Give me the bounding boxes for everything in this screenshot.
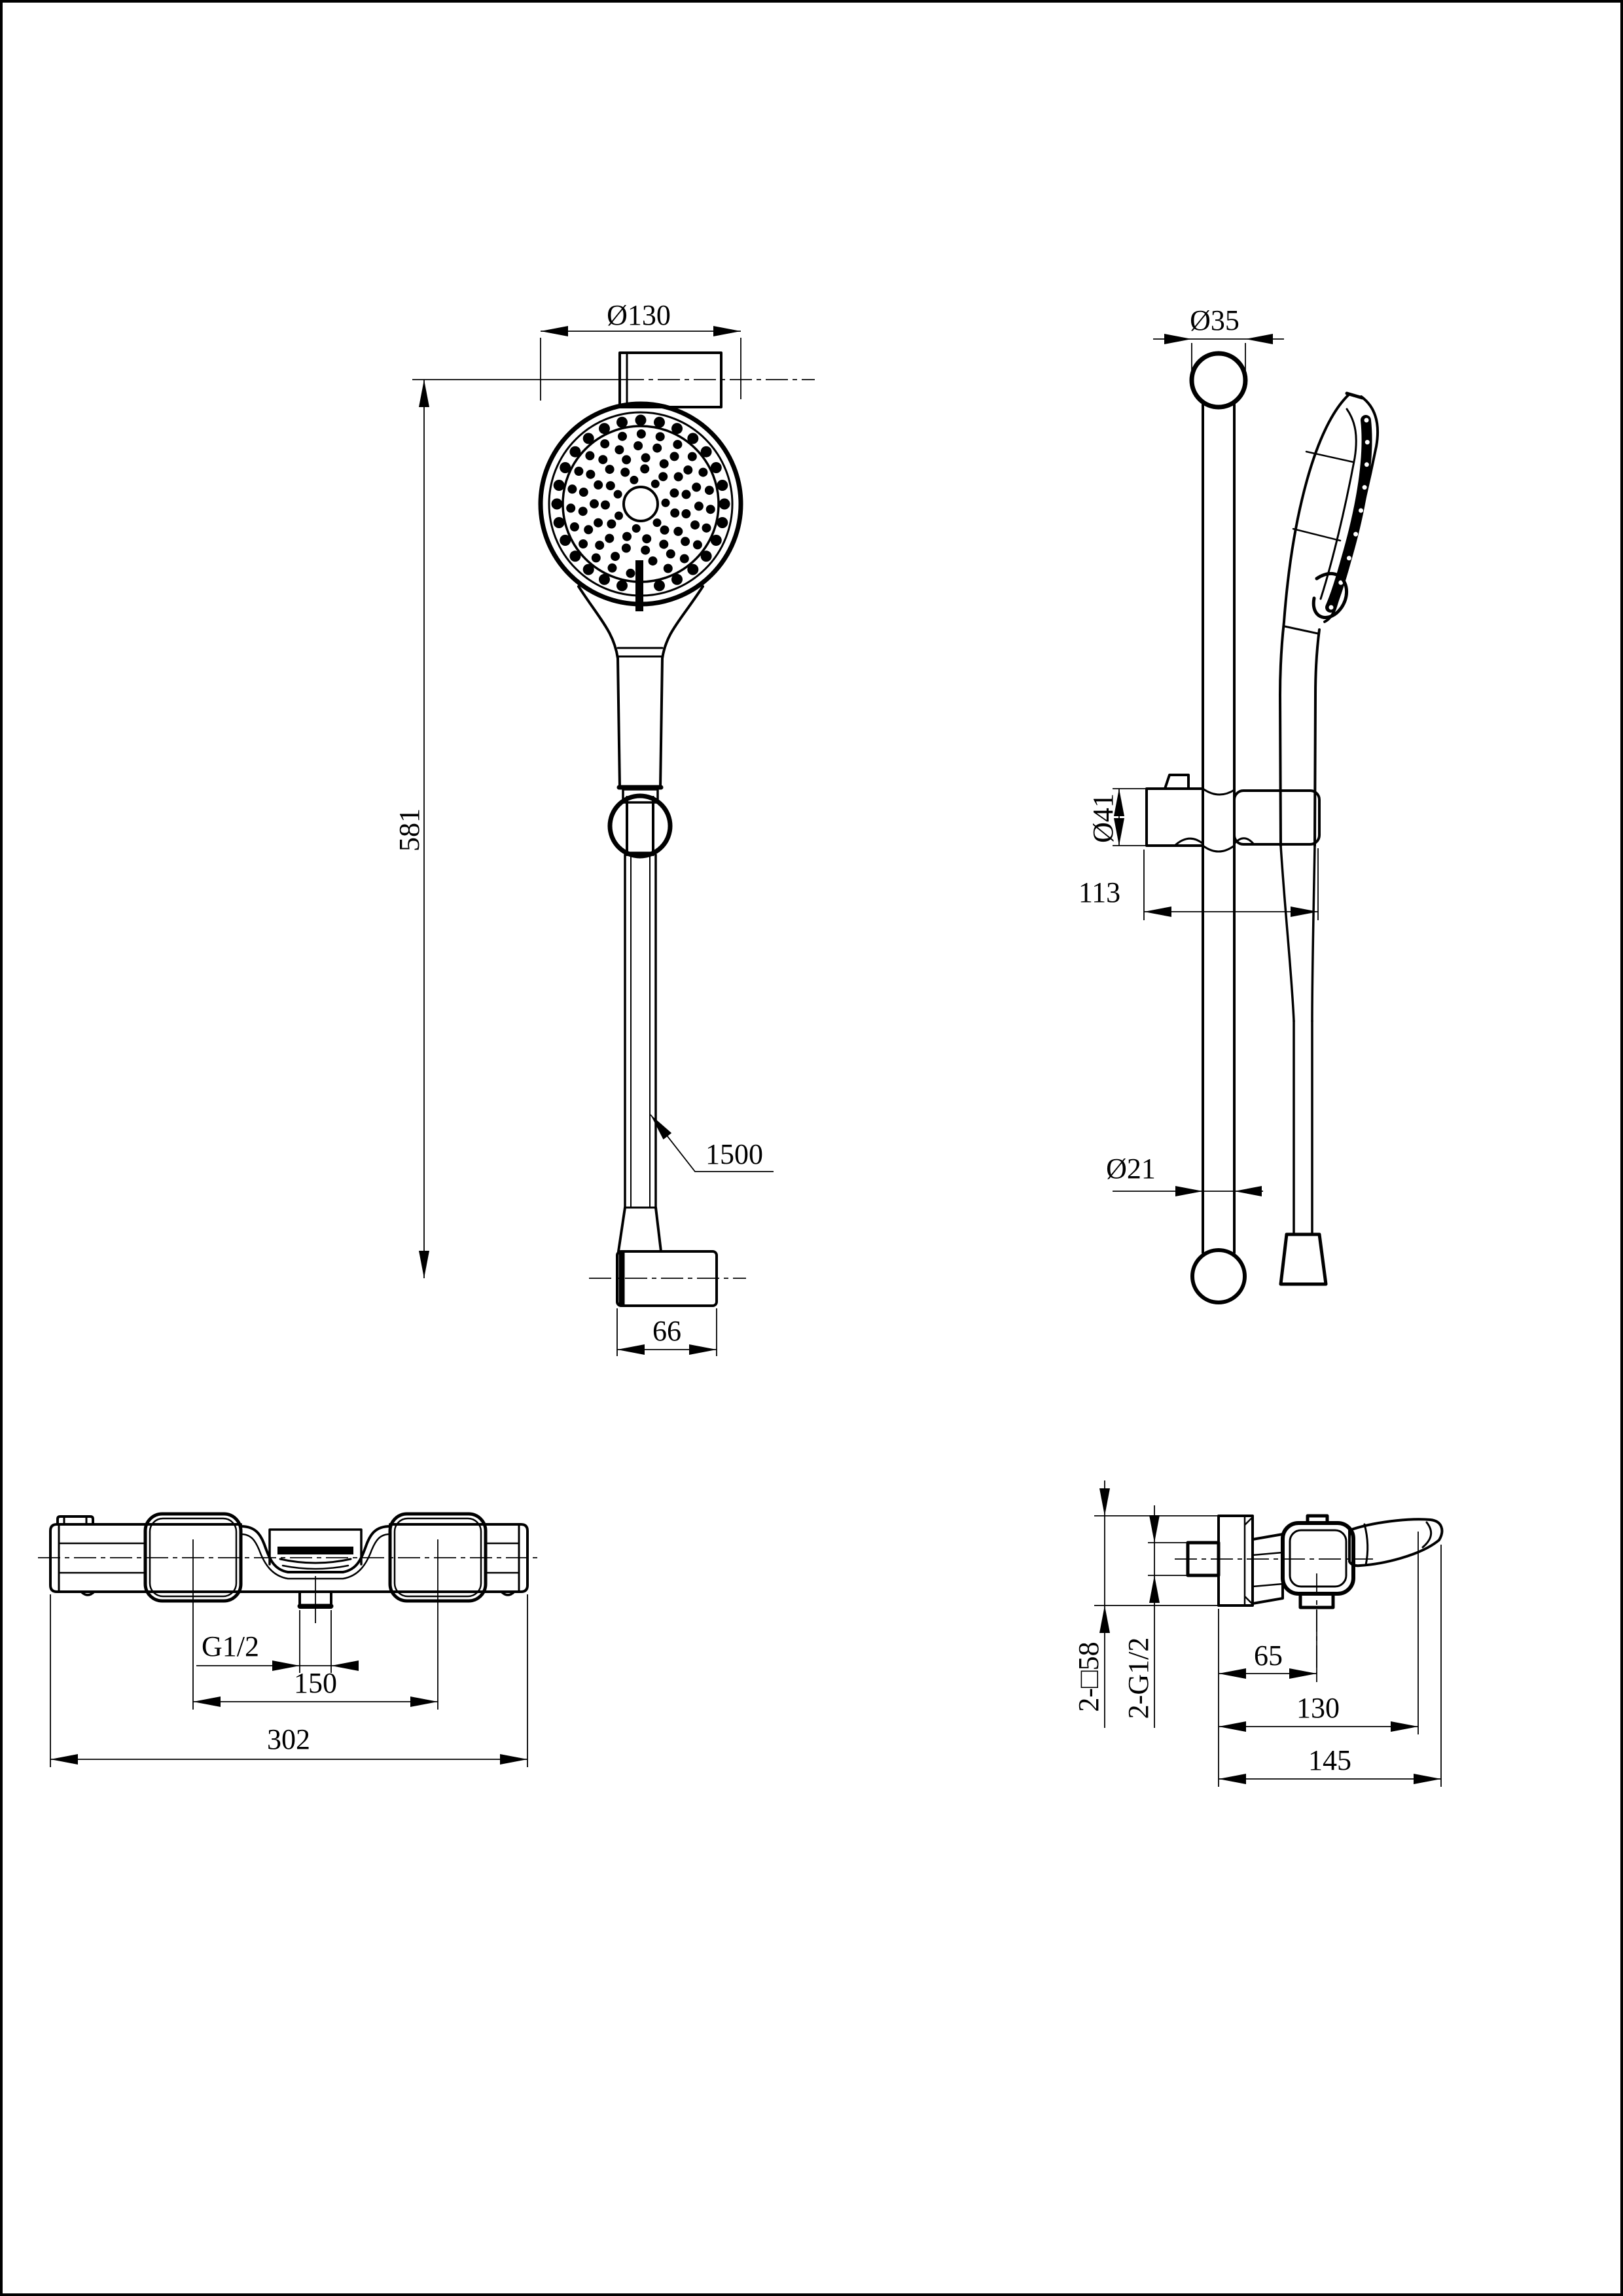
arrowhead [1391,1721,1418,1732]
spray-dot [690,520,700,529]
spray-dot [585,451,594,460]
arrowhead [1099,1605,1110,1633]
spray-dot [594,480,603,490]
dim-cap-diameter: Ø35 [1190,304,1240,336]
wall-flange [1219,1516,1253,1605]
arrowhead [50,1754,78,1765]
spray-dot [705,486,714,495]
spray-dot [688,452,697,461]
band-gap-dot [1364,462,1369,467]
spray-dot [683,465,692,475]
spray-dot [637,429,646,439]
spray-dot [552,499,563,510]
arrowhead [500,1754,527,1765]
spray-dot [579,507,588,516]
spray-dot [594,518,603,528]
spray-dot [662,499,670,507]
dim-slider-size: Ø41 [1087,793,1119,843]
spray-dot [666,549,675,558]
arrowhead [617,1344,645,1355]
spray-dot [642,534,651,543]
spray-dot [579,539,588,548]
arrowhead [1175,1186,1203,1196]
spray-dot [674,472,683,481]
spray-dot [681,537,690,546]
arrowhead [1245,334,1273,344]
slider-clamp [1147,789,1203,846]
spray-dot [664,564,673,573]
spray-dot [605,465,615,474]
spray-dot [560,535,571,546]
view-mixer-side [1073,1480,1442,1787]
spray-dot [632,524,641,533]
connector-nut [1253,1534,1283,1604]
arrowhead [713,326,741,336]
head-center-hole [624,487,658,521]
spray-dot [599,574,610,585]
spout-curve-1 [280,1559,351,1563]
spray-dot [595,541,604,550]
spray-dot [569,446,580,457]
spray-dot [651,480,660,488]
spray-dot [671,423,683,434]
dim-inlet-thread: 2-G1/2 [1122,1637,1154,1719]
spray-dot [687,564,698,575]
spray-dot [560,462,571,473]
arrowhead [1164,334,1192,344]
arrowhead [1219,1774,1246,1784]
spray-dot [711,535,722,546]
spray-dot [590,499,599,509]
arrowhead [1219,1721,1246,1732]
spray-dot [659,540,668,549]
arrowhead [193,1696,221,1707]
spray-dot [660,459,669,469]
spray-dot [635,415,647,426]
dim-overall-width: 302 [267,1723,310,1755]
hose-end-fitting [1281,1234,1326,1284]
spray-dot [719,499,730,510]
slide-bar [1203,403,1234,1253]
spray-dot [605,534,614,543]
spray-dot [687,433,698,444]
sheet-border [1,1,1622,2295]
arrowhead [1144,906,1171,917]
spray-dot [680,554,689,564]
spray-dot [649,556,658,565]
spray-dot [607,520,616,529]
lever-tip-line [1423,1522,1431,1547]
arrowhead [1289,1668,1317,1679]
spray-dot [569,550,580,562]
slider-lock-tab [1165,775,1188,789]
spray-dot [658,472,668,481]
spray-dot [717,517,728,528]
spray-dot [586,470,595,479]
hose-end-taper [618,1208,661,1251]
band-gap-dot [1363,485,1367,490]
dim-ext-head [541,338,741,401]
spray-dot [583,433,594,444]
dim-slider-offset: 113 [1078,876,1121,908]
spray-dot [692,482,701,492]
spray-dot [583,564,594,575]
dim-hose-length: 1500 [705,1138,763,1170]
spray-dot [630,476,638,484]
ball-joint [610,796,670,856]
spray-dot [633,441,643,450]
spray-dot [641,453,651,462]
valve-top-tab [1308,1516,1327,1523]
arrowhead [541,326,568,336]
dim-overall-depth: 145 [1308,1744,1351,1776]
bar-top-cap [1192,353,1245,407]
view-shower-side [1079,304,1378,1302]
band-gap-dot [1347,556,1351,560]
arrowhead [419,1251,429,1278]
arrowhead [410,1696,438,1707]
spray-dot [622,532,632,541]
spray-dot [622,455,631,464]
spout-curve-2 [283,1566,348,1569]
spray-dot [601,501,610,510]
spray-dot [606,481,615,490]
spray-dot [554,517,565,528]
spray-dot [620,468,630,477]
arrowhead [419,380,429,407]
valve-body-inner [1290,1530,1346,1587]
side-hose [1294,1021,1312,1233]
bar-bottom-cap [1192,1250,1245,1302]
view-shower-front [393,299,815,1356]
spray-dot [701,446,712,457]
handle-right-side [660,658,662,787]
hose-nut-sides [627,797,653,855]
spray-dot [673,440,682,449]
spray-dot [706,505,715,514]
band-gap-dot [1353,532,1358,537]
band-gap-dot [1359,509,1363,513]
dim-wall-to-body: 130 [1296,1692,1340,1724]
handle-left-side [618,658,620,787]
arrowhead [1149,1575,1160,1603]
slider-clamp-arcs [1175,789,1254,852]
dim-flange-square: 2-□58 [1073,1641,1105,1712]
spray-dot [656,432,665,441]
spray-dot [566,503,575,512]
handle-to-hose-taper [1281,846,1315,1021]
spray-dot [660,526,669,535]
arrowhead [1234,1186,1262,1196]
spray-dot [681,509,690,518]
spray-dot [717,480,728,491]
spray-dot [600,439,609,448]
spray-dot [654,580,665,591]
band-gap-dot [1329,605,1334,610]
spray-dot [670,452,679,461]
handle-holder [1234,791,1319,844]
spray-dot [622,544,631,553]
spray-dot [599,423,610,434]
spray-dot [626,569,635,578]
spray-dot [615,512,623,520]
arrowhead [689,1344,717,1355]
spray-dot [616,417,628,428]
spray-dot [579,488,588,497]
spray-dot [584,525,593,534]
spray-dot [693,540,702,549]
spray-dot [698,468,707,477]
spray-dot [611,552,620,561]
spray-dot [701,550,712,562]
spray-dot [673,527,683,536]
band-gap-dot [1365,440,1370,444]
spray-dot [671,574,683,585]
spray-dot [592,553,601,562]
spray-dot [614,490,622,499]
hose-outer-walls [625,855,656,1208]
spray-dot [615,445,624,454]
spray-dot [654,417,665,428]
spray-dot [616,580,628,591]
spray-dot [653,518,662,527]
spray-dot [682,490,691,499]
band-gap-dot [1364,418,1369,423]
dim-handle-spacing: 150 [294,1667,337,1699]
handle-left-curve [579,586,618,658]
side-handle-seam [1285,626,1318,634]
spray-dot [554,480,565,491]
connector-nut-facets [1253,1552,1283,1587]
spray-dot [694,501,704,511]
spray-dot [640,464,649,473]
spray-dot [669,488,679,497]
spray-dot [567,484,577,493]
head-face-band [1330,420,1367,607]
spray-dot [608,564,617,573]
dim-overall-height: 581 [393,808,425,852]
spray-dot [641,546,650,555]
spray-dot [574,467,583,476]
spray-dot [618,432,627,441]
dim-head-diameter: Ø130 [607,299,671,331]
hose-inner-walls [631,855,650,1208]
dim-outlet-thread: G1/2 [202,1630,259,1662]
side-handle-lower [1280,695,1315,846]
spray-dot [702,524,711,533]
dim-connector-width: 66 [652,1315,681,1347]
spray-dot [570,522,579,531]
arrowhead [1149,1515,1160,1543]
arrowhead [1219,1668,1246,1679]
arrowhead [1414,1774,1441,1784]
spray-dot [711,462,722,473]
arrowhead [1099,1488,1110,1516]
spray-dot [652,444,662,453]
view-mixer-front [38,1514,542,1767]
spray-dot [598,455,607,464]
dim-wall-to-outlet: 65 [1254,1640,1283,1672]
spray-dot [670,509,679,518]
dim-bar-diameter: Ø21 [1106,1153,1156,1185]
